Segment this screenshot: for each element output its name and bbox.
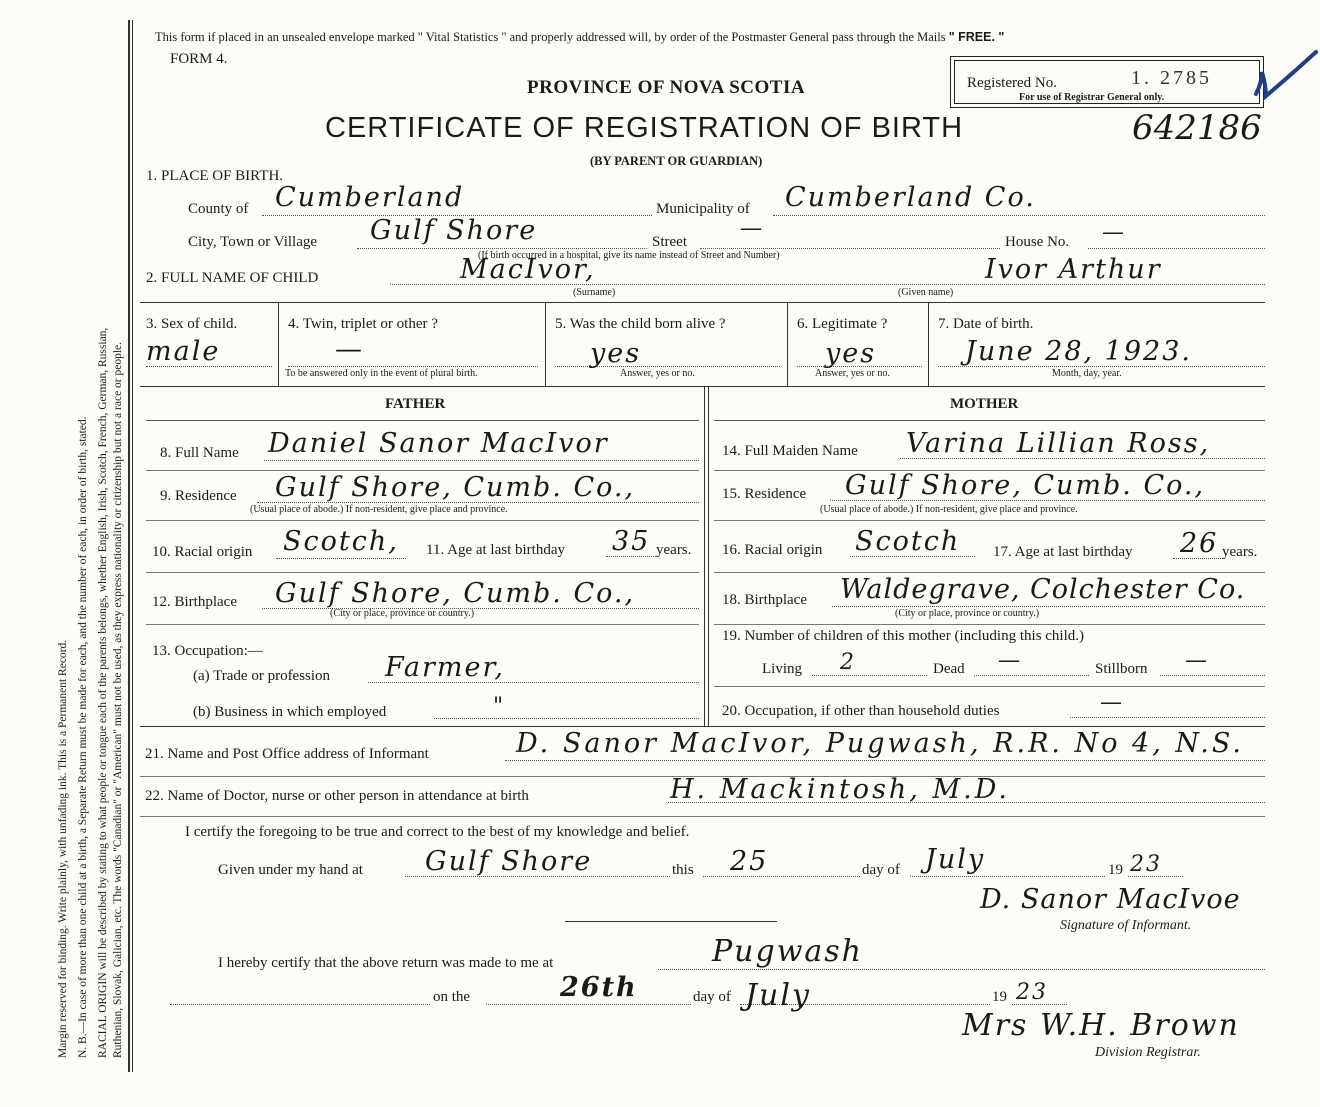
father-age-value: 35 <box>612 526 651 557</box>
province-title: PROVINCE OF NOVA SCOTIA <box>527 77 806 98</box>
certify-day-line <box>703 876 860 877</box>
trade-label: (a) Trade or profession <box>193 668 331 684</box>
legitimate-value: yes <box>825 338 877 369</box>
binding-margin-line <box>128 20 130 1072</box>
mother-occupation-value: — <box>1100 690 1124 715</box>
certify-month-line <box>910 876 1105 877</box>
certify-day-of-label: day of <box>862 862 900 878</box>
registrar-year-prefix: 19 <box>992 989 1007 1005</box>
child-given-name: Ivor Arthur <box>985 254 1162 285</box>
registrar-statement: I hereby certify that the above return was made to me at <box>218 955 554 971</box>
father-row-rule-2 <box>146 520 699 521</box>
mother-birthplace-note: (City or place, province or country.) <box>895 608 1040 619</box>
row3-top-border <box>140 302 1265 303</box>
mother-row-rule-3 <box>714 572 1265 573</box>
mother-residence-label: 15. Residence <box>722 486 807 502</box>
twin-line <box>288 366 538 367</box>
registered-no-value: 1. 2785 <box>1131 67 1212 89</box>
father-years-label: years. <box>656 542 692 558</box>
certify-year-prefix: 19 <box>1108 862 1123 878</box>
father-name-label: 8. Full Name <box>160 445 239 461</box>
city-label: City, Town or Village <box>188 234 318 250</box>
trade-value: Farmer, <box>385 652 506 683</box>
given-under-label: Given under my hand at <box>218 862 363 878</box>
father-residence-note: (Usual place of abode.) If non-resident, give place and province. <box>250 504 508 515</box>
twin-note: To be answered only in the event of plural birth. <box>285 368 478 379</box>
dead-line <box>974 675 1089 676</box>
mother-row-rule-4 <box>714 624 1265 625</box>
mother-age-label: 17. Age at last birthday <box>993 544 1133 560</box>
mother-heading-rule <box>714 420 1265 421</box>
alive-value: yes <box>590 338 642 369</box>
mother-name-label: 14. Full Maiden Name <box>722 443 858 459</box>
occupation-label: 13. Occupation:— <box>152 643 263 659</box>
row3-divider-3 <box>787 302 788 386</box>
father-heading-rule <box>146 420 699 421</box>
informant-label: 21. Name and Post Office address of Informant <box>145 746 429 762</box>
mother-residence-value: Gulf Shore, Cumb. Co., <box>845 470 1206 501</box>
father-birthplace-value: Gulf Shore, Cumb. Co., <box>275 578 636 609</box>
informant-line <box>505 760 1265 761</box>
municipality-value: Cumberland Co. <box>785 182 1036 213</box>
dead-value: — <box>998 648 1022 673</box>
father-row-rule-4 <box>146 624 699 625</box>
registrar-caption: Division Registrar. <box>1095 1045 1201 1060</box>
certificate-title: CERTIFICATE OF REGISTRATION OF BIRTH <box>325 112 964 144</box>
registrar-day-line <box>486 1004 691 1005</box>
mother-years-label: years. <box>1222 544 1258 560</box>
father-race-label: 10. Racial origin <box>152 544 253 560</box>
father-residence-value: Gulf Shore, Cumb. Co., <box>275 472 636 503</box>
margin-note-racial-origin-2: Ruthenian, Slovak, Galician, etc. The words "Canadian" or "American" must not be used, as they express nationality or citizenship but not a race or people. <box>112 341 124 1058</box>
business-line <box>434 718 699 719</box>
mother-race-value: Scotch <box>855 526 961 557</box>
certify-day-value: 25 <box>730 846 769 877</box>
registrar-day-value: 26th <box>560 972 638 1003</box>
given-name-caption: (Given name) <box>898 287 954 298</box>
father-residence-label: 9. Residence <box>160 488 237 504</box>
hospital-note: (If birth occurred in a hospital, give its name instead of Street and Number) <box>478 250 780 261</box>
given-place-value: Gulf Shore <box>425 846 593 877</box>
county-value: Cumberland <box>275 182 465 213</box>
living-line <box>812 675 927 676</box>
father-row-rule-1 <box>146 470 699 471</box>
certificate-subtitle: (BY PARENT OR GUARDIAN) <box>590 154 763 168</box>
mail-note <box>155 30 1004 45</box>
registrar-signature: Mrs W.H. Brown <box>962 1008 1240 1043</box>
mother-age-value: 26 <box>1180 528 1219 559</box>
alive-label: 5. Was the child born alive ? <box>555 316 726 332</box>
parents-bottom-border <box>140 726 1265 727</box>
stillborn-label: Stillborn <box>1095 661 1148 677</box>
mother-residence-note: (Usual place of abode.) If non-resident, give place and province. <box>820 504 1078 515</box>
living-value: 2 <box>840 650 856 675</box>
street-line <box>700 248 1000 249</box>
registrar-box <box>950 56 1264 108</box>
certificate-number: 642186 <box>1132 108 1262 148</box>
row3-bottom-border <box>140 386 1265 387</box>
check-mark-icon <box>1252 46 1320 106</box>
mother-name-value: Varina Lillian Ross, <box>906 428 1211 459</box>
father-age-label: 11. Age at last birthday <box>426 542 565 558</box>
doctor-label: 22. Name of Doctor, nurse or other person in attendance at birth <box>145 788 529 804</box>
registrar-place-value: Pugwash <box>712 934 863 969</box>
city-line <box>357 248 647 249</box>
father-name-value: Daniel Sanor MacIvor <box>268 428 609 459</box>
mail-note-text: This form if placed in an unsealed envelope marked " Vital Statistics " and properly addressed will, by order of the Postmaster General pass through the Mails <box>155 30 946 44</box>
certify-month-value: July <box>925 844 986 875</box>
row3-divider-2 <box>545 302 546 386</box>
mother-heading: MOTHER <box>950 396 1019 412</box>
informant-signature-caption: Signature of Informant. <box>1060 918 1192 933</box>
mother-birthplace-label: 18. Birthplace <box>722 592 807 608</box>
doctor-value: H. Mackintosh, M.D. <box>670 774 1010 805</box>
legitimate-label: 6. Legitimate ? <box>797 316 888 332</box>
legitimate-note: Answer, yes or no. <box>815 368 890 379</box>
row3-divider-4 <box>928 302 929 386</box>
dob-label: 7. Date of birth. <box>938 316 1034 332</box>
margin-note-racial-origin: RACIAL ORIGIN will be described by stating to what people or tongue each of the parents belongs, whether English, Irish, Scotch, French, German, Russian, <box>97 327 109 1058</box>
child-name-label: 2. FULL NAME OF CHILD <box>146 270 319 286</box>
registered-no-label: Registered No. <box>967 75 1057 91</box>
dob-value: June 28, 1923. <box>965 336 1192 367</box>
margin-note-binding: Margin reserved for binding. Write plainly, with unfading ink. This is a Permanent Record. <box>57 639 69 1058</box>
mother-row-rule-5 <box>714 686 1265 687</box>
registrar-on-label: on the <box>433 989 471 1005</box>
surname-caption: (Surname) <box>573 287 616 298</box>
sex-value: male <box>146 336 221 367</box>
mail-free: " FREE. " <box>948 30 1005 44</box>
municipality-line <box>773 215 1265 216</box>
business-label: (b) Business in which employed <box>193 704 387 720</box>
twin-label: 4. Twin, triplet or other ? <box>288 316 438 332</box>
house-line <box>1088 248 1265 249</box>
mother-birthplace-value: Waldegrave, Colchester Co. <box>840 574 1246 605</box>
mother-birthplace-line <box>832 606 1265 607</box>
dob-note: Month, day, year. <box>1052 368 1122 379</box>
registrar-month-value: July <box>745 978 811 1013</box>
business-value: " <box>493 694 506 719</box>
father-birthplace-label: 12. Birthplace <box>152 594 237 610</box>
mother-occupation-line <box>1070 717 1265 718</box>
binding-margin-line-2 <box>132 20 133 1072</box>
stillborn-value: — <box>1185 648 1209 673</box>
sex-label: 3. Sex of child. <box>146 316 238 332</box>
registrar-year-value: 23 <box>1016 980 1048 1005</box>
father-heading: FATHER <box>385 396 446 412</box>
margin-note-plural-birth: N. B.—In case of more than one child at a birth, a Separate Return must be made for each, and the number of each, in order of birth, stated. <box>77 416 89 1058</box>
registrar-day-of-label: day of <box>693 989 731 1005</box>
informant-signature: D. Sanor MacIvoe <box>980 884 1241 915</box>
father-race-line <box>276 558 406 559</box>
father-row-rule-3 <box>146 572 699 573</box>
living-label: Living <box>762 661 802 677</box>
certify-statement: I certify the foregoing to be true and correct to the best of my knowledge and belief. <box>185 824 690 840</box>
alive-line <box>555 366 780 367</box>
children-count-label: 19. Number of children of this mother (including this child.) <box>722 628 1085 644</box>
municipality-label: Municipality of <box>656 201 750 217</box>
this-label: this <box>672 862 694 878</box>
father-name-line <box>264 460 699 461</box>
parents-divider-b <box>708 386 709 726</box>
registrar-leading-line <box>170 1004 430 1005</box>
city-value: Gulf Shore <box>370 215 538 246</box>
county-label: County of <box>188 201 249 217</box>
street-label: Street <box>652 234 687 250</box>
certify-year-value: 23 <box>1130 852 1162 877</box>
place-of-birth-heading: 1. PLACE OF BIRTH. <box>146 168 284 184</box>
row3-divider-1 <box>278 302 279 386</box>
form-number: FORM 4. <box>170 51 228 67</box>
father-birthplace-note: (City or place, province or country.) <box>330 608 475 619</box>
mother-row-rule-2 <box>714 520 1265 521</box>
twin-value: — <box>335 334 364 365</box>
informant-value: D. Sanor MacIvor, Pugwash, R.R. No 4, N.S. <box>516 728 1244 759</box>
certify-divider <box>565 921 777 922</box>
child-surname: MacIvor, <box>460 254 596 285</box>
alive-note: Answer, yes or no. <box>620 368 695 379</box>
mother-race-label: 16. Racial origin <box>722 542 823 558</box>
house-label: House No. <box>1005 234 1070 250</box>
stillborn-line <box>1160 675 1265 676</box>
doctor-rule <box>140 816 1265 817</box>
mother-occupation-label: 20. Occupation, if other than household duties <box>722 703 1000 719</box>
parents-divider-a <box>704 386 705 726</box>
registered-no-note: For use of Registrar General only. <box>1019 92 1165 103</box>
house-value: — <box>1102 220 1126 245</box>
father-race-value: Scotch, <box>283 526 399 557</box>
registrar-place-line <box>658 969 1265 970</box>
street-value: — <box>740 216 764 241</box>
dead-label: Dead <box>933 661 965 677</box>
